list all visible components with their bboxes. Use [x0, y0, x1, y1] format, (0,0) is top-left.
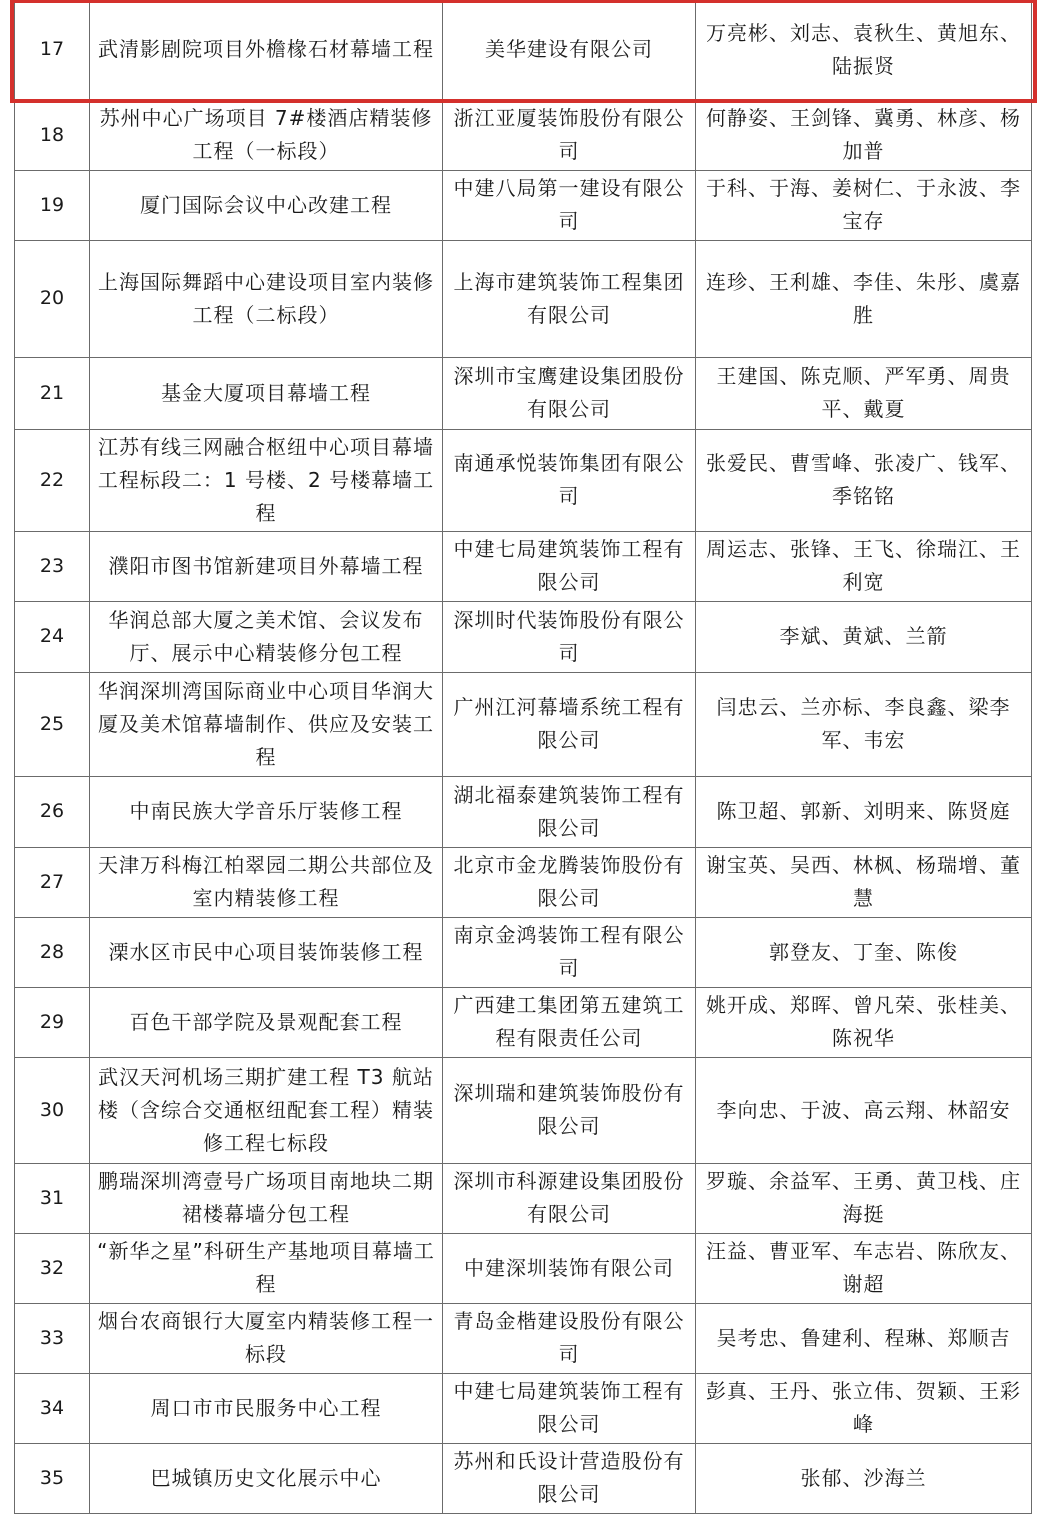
team-members: 吴考忠、鲁建利、程琳、郑顺吉 [696, 1303, 1032, 1373]
team-members: 汪益、曹亚军、车志岩、陈欣友、谢超 [696, 1233, 1032, 1303]
company-name: 深圳市科源建设集团股份有限公司 [443, 1163, 696, 1233]
table-row [15, 357, 1032, 429]
row-number: 29 [15, 987, 90, 1057]
company-name: 南通承悦装饰集团有限公司 [443, 429, 696, 531]
row-number: 28 [15, 917, 90, 987]
project-name: 溧水区市民中心项目装饰装修工程 [90, 917, 443, 987]
company-name: 深圳瑞和建筑装饰股份有限公司 [443, 1057, 696, 1163]
table-row [15, 1373, 1032, 1443]
team-members: 姚开成、郑晖、曾凡荣、张桂美、陈祝华 [696, 987, 1032, 1057]
team-members: 何静姿、王剑锋、冀勇、林彦、杨加普 [696, 100, 1032, 170]
table-row [15, 1303, 1032, 1373]
company-name: 中建七局建筑装饰工程有限公司 [443, 531, 696, 601]
row-number: 33 [15, 1303, 90, 1373]
row-number: 25 [15, 672, 90, 776]
row-number: 20 [15, 240, 90, 357]
company-name: 南京金鸿装饰工程有限公司 [443, 917, 696, 987]
project-name: 武清影剧院项目外檐椽石材幕墙工程 [90, 0, 443, 100]
row-number: 32 [15, 1233, 90, 1303]
company-name: 湖北福泰建筑装饰工程有限公司 [443, 776, 696, 847]
company-name: 苏州和氏设计营造股份有限公司 [443, 1443, 696, 1513]
table-body [15, 0, 1032, 1513]
project-name: 华润深圳湾国际商业中心项目华润大厦及美术馆幕墙制作、供应及安装工程 [90, 672, 443, 776]
project-name: “新华之星”科研生产基地项目幕墙工程 [90, 1233, 443, 1303]
table-row [15, 240, 1032, 357]
project-name: 厦门国际会议中心改建工程 [90, 170, 443, 240]
company-name: 深圳市宝鹰建设集团股份有限公司 [443, 357, 696, 429]
team-members: 李斌、黄斌、兰箭 [696, 601, 1032, 672]
company-name: 北京市金龙腾装饰股份有限公司 [443, 847, 696, 917]
team-members: 闫忠云、兰亦标、李良鑫、梁李军、韦宏 [696, 672, 1032, 776]
row-number: 17 [15, 0, 90, 100]
company-name: 广西建工集团第五建筑工程有限责任公司 [443, 987, 696, 1057]
company-name: 浙江亚厦装饰股份有限公司 [443, 100, 696, 170]
table-row [15, 601, 1032, 672]
company-name: 广州江河幕墙系统工程有限公司 [443, 672, 696, 776]
row-number: 30 [15, 1057, 90, 1163]
team-members: 张爱民、曹雪峰、张凌广、钱军、季铭铭 [696, 429, 1032, 531]
team-members: 罗璇、余益军、王勇、黄卫栈、庄海挺 [696, 1163, 1032, 1233]
row-number: 35 [15, 1443, 90, 1513]
table-row [15, 0, 1032, 100]
row-number: 27 [15, 847, 90, 917]
company-name: 中建深圳装饰有限公司 [443, 1233, 696, 1303]
project-name: 天津万科梅江柏翠园二期公共部位及室内精装修工程 [90, 847, 443, 917]
team-members: 王建国、陈克顺、严军勇、周贵平、戴夏 [696, 357, 1032, 429]
company-name: 上海市建筑装饰工程集团有限公司 [443, 240, 696, 357]
table-row [15, 847, 1032, 917]
table-row [15, 917, 1032, 987]
row-number: 19 [15, 170, 90, 240]
project-name: 苏州中心广场项目 7#楼酒店精装修工程（一标段） [90, 100, 443, 170]
table-row [15, 1163, 1032, 1233]
project-name: 华润总部大厦之美术馆、会议发布厅、展示中心精装修分包工程 [90, 601, 443, 672]
row-number: 31 [15, 1163, 90, 1233]
team-members: 谢宝英、吴西、林枫、杨瑞增、董慧 [696, 847, 1032, 917]
table-row [15, 100, 1032, 170]
company-name: 中建七局建筑装饰工程有限公司 [443, 1373, 696, 1443]
table-row [15, 776, 1032, 847]
row-number: 22 [15, 429, 90, 531]
project-name: 巴城镇历史文化展示中心 [90, 1443, 443, 1513]
project-name: 周口市市民服务中心工程 [90, 1373, 443, 1443]
project-name: 中南民族大学音乐厅装修工程 [90, 776, 443, 847]
row-number: 34 [15, 1373, 90, 1443]
project-name: 上海国际舞蹈中心建设项目室内装修工程（二标段） [90, 240, 443, 357]
company-name: 青岛金楷建设股份有限公司 [443, 1303, 696, 1373]
project-name: 百色干部学院及景观配套工程 [90, 987, 443, 1057]
row-number: 18 [15, 100, 90, 170]
company-name: 深圳时代装饰股份有限公司 [443, 601, 696, 672]
team-members: 郭登友、丁奎、陈俊 [696, 917, 1032, 987]
table-row [15, 170, 1032, 240]
table-row [15, 1057, 1032, 1163]
project-name: 鹏瑞深圳湾壹号广场项目南地块二期裙楼幕墙分包工程 [90, 1163, 443, 1233]
team-members: 陈卫超、郭新、刘明来、陈贤庭 [696, 776, 1032, 847]
table-row [15, 672, 1032, 776]
row-number: 23 [15, 531, 90, 601]
team-members: 周运志、张锋、王飞、徐瑞江、王利宽 [696, 531, 1032, 601]
team-members: 张郁、沙海兰 [696, 1443, 1032, 1513]
award-list-table [14, 0, 1032, 1514]
project-name: 基金大厦项目幕墙工程 [90, 357, 443, 429]
table-row [15, 987, 1032, 1057]
project-name: 烟台农商银行大厦室内精装修工程一标段 [90, 1303, 443, 1373]
project-name: 江苏有线三网融合枢纽中心项目幕墙工程标段二：1 号楼、2 号楼幕墙工程 [90, 429, 443, 531]
table-row [15, 1443, 1032, 1513]
table-row [15, 429, 1032, 531]
row-number: 26 [15, 776, 90, 847]
row-number: 24 [15, 601, 90, 672]
team-members: 彭真、王丹、张立伟、贺颖、王彩峰 [696, 1373, 1032, 1443]
company-name: 中建八局第一建设有限公司 [443, 170, 696, 240]
company-name: 美华建设有限公司 [443, 0, 696, 100]
table-row [15, 1233, 1032, 1303]
team-members: 于科、于海、姜树仁、于永波、李宝存 [696, 170, 1032, 240]
team-members: 万亮彬、刘志、袁秋生、黄旭东、陆振贤 [696, 0, 1032, 100]
project-name: 濮阳市图书馆新建项目外幕墙工程 [90, 531, 443, 601]
row-number: 21 [15, 357, 90, 429]
team-members: 连珍、王利雄、李佳、朱彤、虞嘉胜 [696, 240, 1032, 357]
table-row [15, 531, 1032, 601]
project-name: 武汉天河机场三期扩建工程 T3 航站楼（含综合交通枢纽配套工程）精装修工程七标段 [90, 1057, 443, 1163]
team-members: 李向忠、于波、高云翔、林韶安 [696, 1057, 1032, 1163]
